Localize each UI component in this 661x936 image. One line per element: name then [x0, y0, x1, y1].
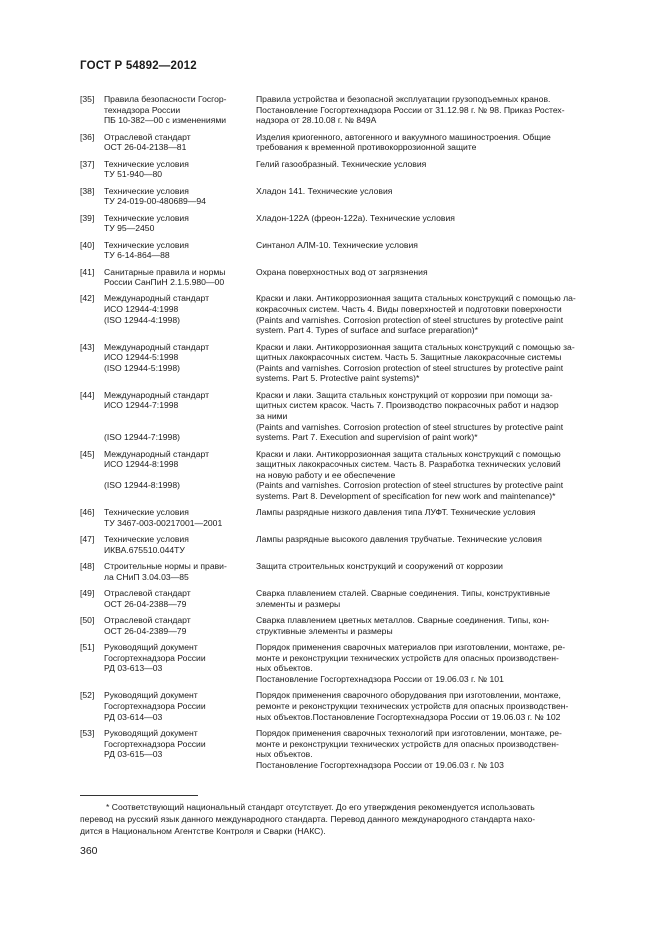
title-line: Сварка плавлением сталей. Сварные соединения. Типы, конструктивные — [256, 588, 550, 599]
designation-line: ОСТ 26-04-2389—79 — [104, 625, 187, 636]
reference-entry — [80, 132, 604, 153]
reference-title — [256, 642, 604, 684]
reference-designation — [104, 588, 256, 609]
designation-line — [104, 422, 256, 433]
reference-title — [256, 449, 604, 502]
reference-number: [52] — [80, 690, 95, 701]
reference-number: [41] — [80, 266, 95, 277]
reference-number: [46] — [80, 507, 95, 518]
designation-line: Международный стандарт — [104, 389, 210, 400]
title-line: монте и реконструкции технических устройств для опасных производствен- — [256, 738, 559, 749]
designation-line: Отраслевой стандарт — [104, 615, 191, 626]
reference-designation — [104, 561, 256, 582]
designation-line: ла СНиП 3.04.03—85 — [104, 571, 189, 582]
reference-designation — [104, 94, 256, 126]
title-line: Охрана поверхностных вод от загрязнения — [256, 266, 428, 277]
reference-number: [51] — [80, 642, 95, 653]
reference-list — [80, 94, 604, 776]
reference-number: [43] — [80, 341, 95, 352]
designation-line: России СанПиН 2.1.5.980—00 — [104, 277, 225, 288]
reference-entry — [80, 186, 604, 207]
reference-title — [256, 293, 604, 335]
reference-title — [256, 267, 604, 288]
title-line: структивные элементы и размеры — [256, 625, 393, 636]
title-line: Постановление Госгортехнадзора России от 19.06.03 г. № 103 — [256, 759, 504, 770]
title-line: Защита строительных конструкций и сооружений от коррозии — [256, 561, 503, 572]
title-line: systems. Part 8. Development of specification for new work and maintenance)* — [256, 490, 556, 501]
reference-title — [256, 588, 604, 609]
title-line: (Paints and varnishes. Corrosion protection of steel structures by protective paint — [256, 480, 564, 491]
reference-entry — [80, 728, 604, 770]
designation-line: ТУ 24-019-00-480689—94 — [104, 196, 206, 207]
designation-line: Руководящий документ — [104, 642, 198, 653]
designation-line: ОСТ 26-04-2388—79 — [104, 598, 187, 609]
reference-designation — [104, 390, 256, 443]
designation-line: (ISO 12944-7:1998) — [104, 432, 180, 443]
title-line: ных объектов. — [256, 749, 313, 760]
page-number: 360 — [80, 845, 98, 857]
footnote-line: * Соответствующий национальный стандарт отсутствует. До его утверждения рекомендуется использовать — [106, 802, 535, 812]
designation-line: ИКВА.675510.044ТУ — [104, 544, 185, 555]
reference-title — [256, 186, 604, 207]
reference-number: [37] — [80, 158, 95, 169]
reference-designation — [104, 240, 256, 261]
title-line: ных объектов.Постановление Госгортехнадзора России от 19.06.03 г. № 102 — [256, 711, 561, 722]
designation-line: Госгортехнадзора России — [104, 738, 206, 749]
title-line: Порядок применения сварочных технологий при изготовлении, монтаже, ре- — [256, 728, 562, 739]
reference-designation — [104, 449, 256, 502]
reference-entry — [80, 159, 604, 180]
reference-number: [42] — [80, 293, 95, 304]
reference-title — [256, 390, 604, 443]
reference-entry — [80, 293, 604, 335]
designation-line: Международный стандарт — [104, 341, 210, 352]
designation-line: Руководящий документ — [104, 690, 198, 701]
reference-number: [45] — [80, 448, 95, 459]
reference-title — [256, 94, 604, 126]
reference-designation — [104, 728, 256, 770]
reference-title — [256, 561, 604, 582]
reference-title — [256, 159, 604, 180]
reference-number: [40] — [80, 239, 95, 250]
designation-line: Международный стандарт — [104, 293, 210, 304]
designation-line: ТУ 51-940—80 — [104, 169, 163, 180]
designation-line: (ISO 12944-8:1998) — [104, 480, 180, 491]
designation-line — [104, 470, 256, 481]
title-line: systems. Part 5. Protective paint systems)* — [256, 373, 420, 384]
reference-designation — [104, 267, 256, 288]
reference-entry — [80, 561, 604, 582]
title-line: Порядок применения сварочного оборудования при изготовлении, монтаже, — [256, 690, 561, 701]
reference-title — [256, 132, 604, 153]
reference-number: [48] — [80, 561, 95, 572]
title-line: Хладон-122А (фреон-122а). Технические условия — [256, 212, 455, 223]
designation-line: Технические условия — [104, 507, 189, 518]
title-line: требования к временной противокоррозионной защите — [256, 142, 477, 153]
designation-line: ПБ 10-382—00 с изменениями — [104, 115, 227, 126]
document-header: ГОСТ Р 54892—2012 — [80, 60, 197, 72]
reference-designation — [104, 642, 256, 684]
designation-line: Правила безопасности Госгор- — [104, 94, 227, 104]
title-line: на новую работу и ее обеспечение — [256, 469, 396, 480]
designation-line: Госгортехнадзора России — [104, 652, 206, 663]
reference-entry — [80, 342, 604, 384]
footnote-line: дится в Национальном Агентстве Контроля и Сварки (НАКС). — [80, 826, 326, 836]
title-line: монте и реконструкции технических устройств для опасных производствен- — [256, 652, 559, 663]
reference-entry — [80, 94, 604, 126]
designation-line: Строительные нормы и прави- — [104, 561, 227, 572]
title-line: щитных лакокрасочных систем. Часть 5. Защитные лакокрасочные системы — [256, 352, 562, 363]
reference-title — [256, 728, 604, 770]
designation-line: Отраслевой стандарт — [104, 131, 191, 142]
reference-designation — [104, 690, 256, 722]
designation-line: Санитарные правила и нормы — [104, 266, 226, 277]
reference-title — [256, 240, 604, 261]
title-line: Постановление Госгортехнадзора России от 31.12.98 г. № 98. Приказ Ростех- — [256, 104, 565, 115]
title-line: Гелий газообразный. Технические условия — [256, 158, 427, 169]
reference-number: [44] — [80, 389, 95, 400]
title-line: защитных лакокрасочных систем. Часть 8. Разработка технических условий — [256, 459, 561, 470]
reference-title — [256, 507, 604, 528]
title-line: кокрасочных систем. Часть 4. Виды поверхностей и подготовки поверхности — [256, 304, 562, 315]
designation-line: РД 03-614—03 — [104, 711, 163, 722]
designation-line: ИСО 12944-8:1998 — [104, 459, 179, 470]
reference-entry — [80, 615, 604, 636]
reference-number: [50] — [80, 615, 95, 626]
designation-line: Международный стандарт — [104, 448, 210, 459]
title-line: system. Part 4. Types of surface and surface preparation)* — [256, 325, 478, 336]
reference-designation — [104, 534, 256, 555]
title-line: Лампы разрядные высокого давления трубчатые. Технические условия — [256, 534, 542, 545]
designation-line: РД 03-613—03 — [104, 663, 163, 674]
title-line: (Paints and varnishes. Corrosion protection of steel structures by protective paint — [256, 362, 564, 373]
reference-entry — [80, 588, 604, 609]
reference-designation — [104, 186, 256, 207]
reference-designation — [104, 507, 256, 528]
title-line: ных объектов. — [256, 663, 313, 674]
designation-line — [104, 411, 256, 422]
title-line: за ними — [256, 411, 288, 422]
reference-entry — [80, 642, 604, 684]
reference-number: [47] — [80, 534, 95, 545]
reference-title — [256, 213, 604, 234]
reference-title — [256, 690, 604, 722]
title-line: Краски и лаки. Антикоррозионная защита стальных конструкций с помощью ла- — [256, 293, 576, 304]
footnote-divider — [80, 795, 198, 796]
reference-designation — [104, 293, 256, 335]
reference-number: [39] — [80, 212, 95, 223]
title-line: Изделия криогенного, автогенного и вакуумного машиностроения. Общие — [256, 131, 551, 142]
title-line: Краски и лаки. Антикоррозионная защита стальных конструкций с помощью — [256, 448, 561, 459]
reference-title — [256, 615, 604, 636]
reference-entry — [80, 240, 604, 261]
designation-line: ТУ 95—2450 — [104, 223, 155, 234]
reference-designation — [104, 213, 256, 234]
designation-line: ТУ 3467-003-00217001—2001 — [104, 517, 223, 528]
designation-line: Технические условия — [104, 534, 189, 545]
designation-line: Технические условия — [104, 185, 189, 196]
designation-line: РД 03-615—03 — [104, 749, 163, 760]
reference-entry — [80, 213, 604, 234]
designation-line: технадзора России — [104, 104, 181, 115]
title-line: ремонте и реконструкции технических устройств для опасных производствен- — [256, 701, 569, 712]
footnote — [80, 801, 604, 837]
title-line: щитных систем красок. Часть 7. Производство покрасочных работ и надзор — [256, 400, 559, 411]
title-line: Сварка плавлением цветных металлов. Сварные соединения. Типы, кон- — [256, 615, 550, 626]
title-line: Синтанол АЛМ-10. Технические условия — [256, 239, 418, 250]
reference-number: [49] — [80, 588, 95, 599]
reference-number: [35] — [80, 94, 95, 104]
title-line: Лампы разрядные низкого давления типа ЛУФТ. Технические условия — [256, 507, 536, 518]
title-line: (Paints and varnishes. Corrosion protection of steel structures by protective paint — [256, 421, 564, 432]
title-line: надзора от 28.10.08 г. № 849А — [256, 115, 377, 126]
reference-designation — [104, 132, 256, 153]
title-line: Порядок применения сварочных материалов при изготовлении, монтаже, ре- — [256, 642, 566, 653]
reference-designation — [104, 159, 256, 180]
reference-entry — [80, 507, 604, 528]
reference-designation — [104, 342, 256, 384]
title-line: (Paints and varnishes. Corrosion protection of steel structures by protective paint — [256, 314, 564, 325]
designation-line: Технические условия — [104, 212, 189, 223]
title-line: Краски и лаки. Антикоррозионная защита стальных конструкций с помощью за- — [256, 341, 575, 352]
reference-entry — [80, 534, 604, 555]
reference-number: [36] — [80, 131, 95, 142]
designation-line: ОСТ 26-04-2138—81 — [104, 142, 187, 153]
title-line: systems. Part 7. Execution and supervision of paint work)* — [256, 432, 478, 443]
title-line: Правила устройства и безопасной эксплуатации грузоподъемных кранов. — [256, 94, 551, 104]
designation-line: Отраслевой стандарт — [104, 588, 191, 599]
designation-line: ИСО 12944-4:1998 — [104, 304, 179, 315]
reference-title — [256, 342, 604, 384]
designation-line: ИСО 12944-5:1998 — [104, 352, 179, 363]
designation-line: (ISO 12944-5:1998) — [104, 362, 180, 373]
reference-designation — [104, 615, 256, 636]
reference-number: [38] — [80, 185, 95, 196]
title-line: Хладон 141. Технические условия — [256, 185, 393, 196]
title-line: элементы и размеры — [256, 598, 341, 609]
designation-line: Технические условия — [104, 158, 189, 169]
reference-entry — [80, 390, 604, 443]
designation-line: Госгортехнадзора России — [104, 701, 206, 712]
reference-title — [256, 534, 604, 555]
designation-line: Руководящий документ — [104, 728, 198, 739]
designation-line: ИСО 12944-7:1998 — [104, 400, 179, 411]
designation-line: ТУ 6-14-864—88 — [104, 250, 170, 261]
reference-entry — [80, 267, 604, 288]
designation-line: Технические условия — [104, 239, 189, 250]
title-line: Краски и лаки. Защита стальных конструкций от коррозии при помощи за- — [256, 389, 553, 400]
reference-entry — [80, 449, 604, 502]
footnote-line: перевод на русский язык данного международного стандарта. Перевод данного международного стандарта нахо- — [80, 814, 536, 824]
designation-line: (ISO 12944-4:1998) — [104, 314, 180, 325]
reference-number: [53] — [80, 728, 95, 739]
title-line: Постановление Госгортехнадзора России от 19.06.03 г. № 101 — [256, 674, 504, 685]
reference-entry — [80, 690, 604, 722]
